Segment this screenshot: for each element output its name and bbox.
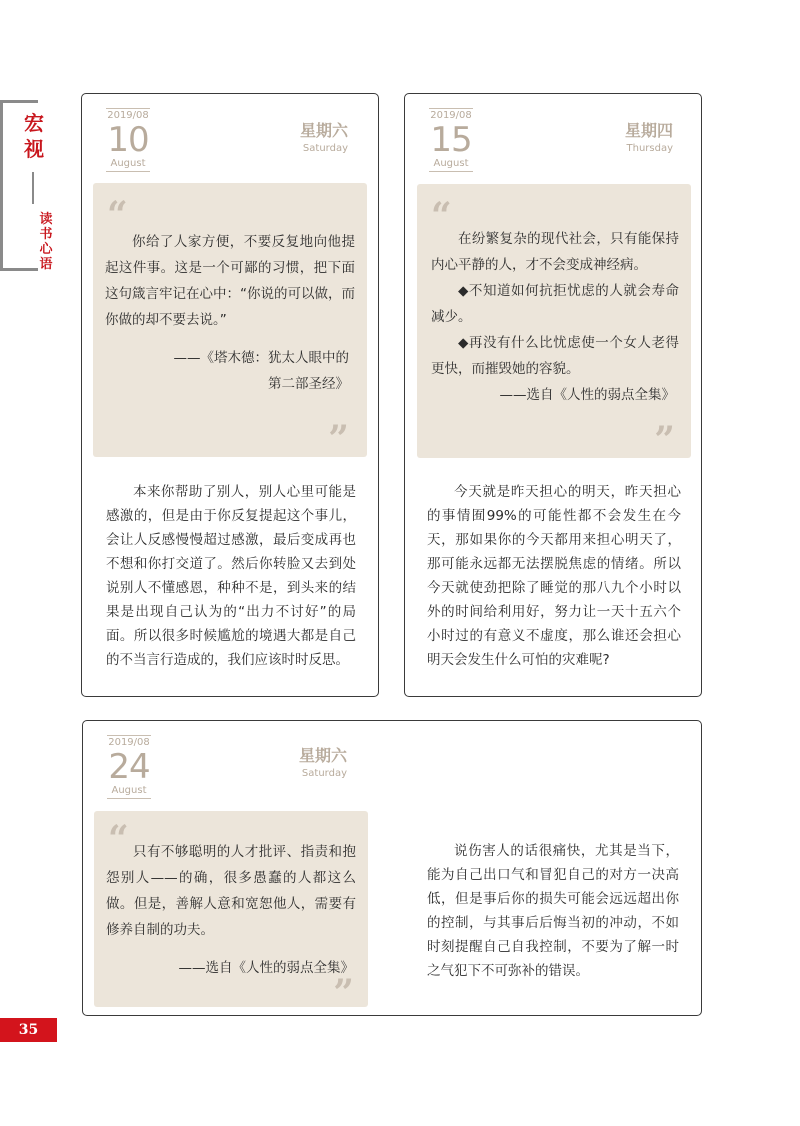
- body-text: 今天就是昨天担心的明天，昨天担心的事情囿99%的可能性都不会发生在今天，那如果你的今天都用来担心明天了，那可能永远都无法摆脱焦虑的情绪。所以今天就使劲把除了睡觉的那八九个小时以外的时间给利用好，努力让一天十五六个小时过的有意义不虚度，那么谁还会担心明天会发生什么可怕的灾难呢?: [427, 484, 681, 668]
- calendar-card-aug-24: [82, 720, 702, 1016]
- section-subtitle: 读书心语: [39, 212, 53, 272]
- side-decor-line: [0, 100, 3, 270]
- date-month: August: [111, 785, 147, 796]
- date-day: 10: [107, 120, 149, 160]
- weekday-en: Saturday: [302, 143, 348, 154]
- quote-source-line: ——《塔木德：犹太人眼中的: [173, 350, 349, 366]
- page-number: 35: [0, 1018, 57, 1042]
- quote-box: [417, 184, 691, 461]
- weekday-en: Saturday: [301, 768, 347, 779]
- date-year-month: 2019/08: [107, 110, 149, 121]
- body-text: 本来你帮助了别人，别人心里可能是感激的，但是由于你反复提起这个事儿，会让人反感慢慢超过感激，最后变成再也不想和你打交道了。然后你转脸又去到处说别人不懂感恩，种种不是，到头来的结果是出现自己认为的“出力不讨好”的局面。所以很多时候尴尬的境遇大都是自己的不当言行造成的，我们应该时时反思。: [106, 484, 356, 668]
- quote-source: [119, 345, 349, 397]
- calendar-card-aug-10: [81, 93, 379, 697]
- date-block: [429, 108, 473, 172]
- date-year-month: 2019/08: [108, 737, 150, 748]
- weekday: [300, 120, 348, 156]
- close-quote-icon: ”: [654, 419, 675, 461]
- quote-text: [106, 839, 356, 943]
- side-decor-line-top: [0, 100, 38, 103]
- weekday-cn: 星期六: [298, 746, 347, 765]
- date-month: August: [433, 158, 469, 169]
- quote-paragraph: 在纷繁复杂的现代社会，只有能保持内心平静的人，才不会变成神经病。: [431, 231, 679, 273]
- date-year-month: 2019/08: [430, 110, 472, 121]
- quote-box: [94, 811, 368, 1014]
- date-month: August: [110, 158, 146, 169]
- date-block: [106, 108, 150, 172]
- weekday-cn: 星期六: [299, 121, 348, 140]
- side-divider: [32, 172, 34, 204]
- open-quote-icon: “: [108, 818, 129, 860]
- weekday-en: Thursday: [626, 143, 673, 154]
- weekday-cn: 星期四: [624, 121, 673, 140]
- quote-paragraph: ◆再没有什么比忧虑使一个女人老得更快，而摧毁她的容貌。: [431, 335, 679, 377]
- section-title: 宏视: [24, 111, 44, 161]
- quote-text: [105, 229, 355, 333]
- date-block: [107, 735, 151, 799]
- quote-box: [93, 183, 367, 460]
- quote-source: [114, 955, 354, 981]
- quote-paragraph: 你给了人家方便，不要反复地向他提起这件事。这是一个可鄙的习惯，把下面这句箴言牢记在心中：“你说的可以做，而你做的却不要去说。”: [105, 234, 355, 328]
- quote-source: [435, 382, 675, 408]
- quote-paragraph: 只有不够聪明的人才批评、指责和抱怨别人——的确，很多愚蠢的人都这么做。但是，善解人意和宽恕他人，需要有修养自制的功夫。: [106, 844, 356, 938]
- open-quote-icon: “: [431, 195, 452, 237]
- date-day: 24: [108, 747, 150, 787]
- close-quote-icon: ”: [328, 418, 349, 460]
- quote-source-line: ——选自《人性的弱点全集》: [499, 387, 675, 403]
- side-decor-line-bottom: [0, 268, 38, 271]
- calendar-card-aug-15: [404, 93, 702, 697]
- quote-source-line: 第二部圣经》: [268, 376, 349, 392]
- close-quote-icon: ”: [333, 972, 354, 1014]
- body-text: 说伤害人的话很痛快，尤其是当下，能为自己出口气和冒犯自己的对方一决高低，但是事后你的损失可能会远远超出你的控制，与其事后后悔当初的冲动，不如时刻提醒自己自我控制，不要为了解一时之气犯下不可弥补的错误。: [427, 843, 679, 979]
- open-quote-icon: “: [107, 194, 128, 236]
- quote-source-line: ——选自《人性的弱点全集》: [178, 960, 354, 976]
- quote-paragraph: ◆不知道如何抗拒忧虑的人就会寿命减少。: [431, 283, 679, 325]
- weekday: [283, 745, 347, 781]
- quote-text: [431, 226, 679, 382]
- date-day: 15: [430, 120, 472, 160]
- weekday: [625, 120, 673, 156]
